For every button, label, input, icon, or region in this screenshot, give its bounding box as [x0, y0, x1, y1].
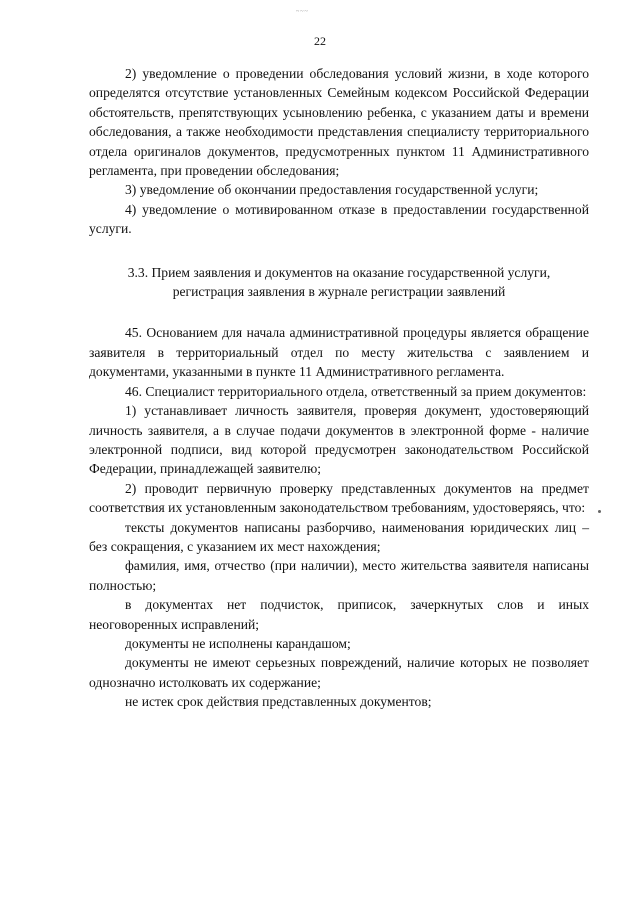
check-item-no-pencil: документы не исполнены карандашом;: [125, 635, 351, 651]
section-heading: [89, 263, 589, 302]
paragraph-notification-inspection: 2) уведомление о проведении обследования условий жизни, в ходе которого определятся отсутствие установленных Семейным кодексом Российской Федерации обстоятельств, препятствующих усыновлению ребенка, с указанием даты и времени обследования, а также необходимости представления специалисту территориального отдела оригиналов документов, предусмотренных пунктом 11 Административного регламента, при проведении обследования;: [89, 66, 589, 179]
paragraph-46: 46. Специалист территориального отдела, ответственный за прием документов:: [125, 383, 587, 399]
check-item-not-expired: не истек срок действия представленных документов;: [125, 694, 432, 710]
page-number: 22: [314, 34, 326, 48]
document-body: [89, 64, 589, 712]
section-heading-line2: регистрация заявления в журнале регистрации заявлений: [172, 284, 506, 300]
paragraph-notification-refusal: 4) уведомление о мотивированном отказе в предоставлении государственной услуги.: [89, 201, 589, 237]
paragraph-notification-completion: 3) уведомление об окончании предоставления государственной услуги;: [125, 182, 539, 198]
list-item-identity: 1) устанавливает личность заявителя, проверяя документ, удостоверяющий личность заявителя, а в случае подачи документов в электронной форме - наличие электронной подписи, вид которой предусмотрен законодательством Российской Федерации, принадлежащей заявителю;: [89, 403, 589, 477]
paragraph-45: 45. Основанием для начала административной процедуры является обращение заявителя в территориальный отдел по месту жительства с заявлением и документами, указанными в пункте 11 Административного регламента.: [89, 325, 589, 380]
scan-artifact-mark: ~~~: [296, 9, 309, 15]
list-item-primary-check: 2) проводит первичную проверку представленных документов на предмет соответствия их установленным законодательством требованиям, удостоверяясь, что:: [89, 480, 589, 516]
check-item-no-damage: документы не имеют серьезных повреждений, наличие которых не позволяет однозначно истолковать их содержание;: [89, 655, 589, 690]
check-item-legible: тексты документов написаны разборчиво, наименования юридических лиц – без сокращения, с указанием их мест нахождения;: [89, 519, 589, 554]
check-item-full-name: фамилия, имя, отчество (при наличии), место жительства заявителя написаны полностью;: [89, 558, 589, 593]
check-item-no-erasures: в документах нет подчисток, приписок, зачеркнутых слов и иных неоговоренных исправлений;: [89, 597, 589, 632]
section-heading-line1: 3.3. Прием заявления и документов на оказание государственной услуги,: [127, 264, 551, 280]
scan-dot-mark: [598, 510, 601, 513]
